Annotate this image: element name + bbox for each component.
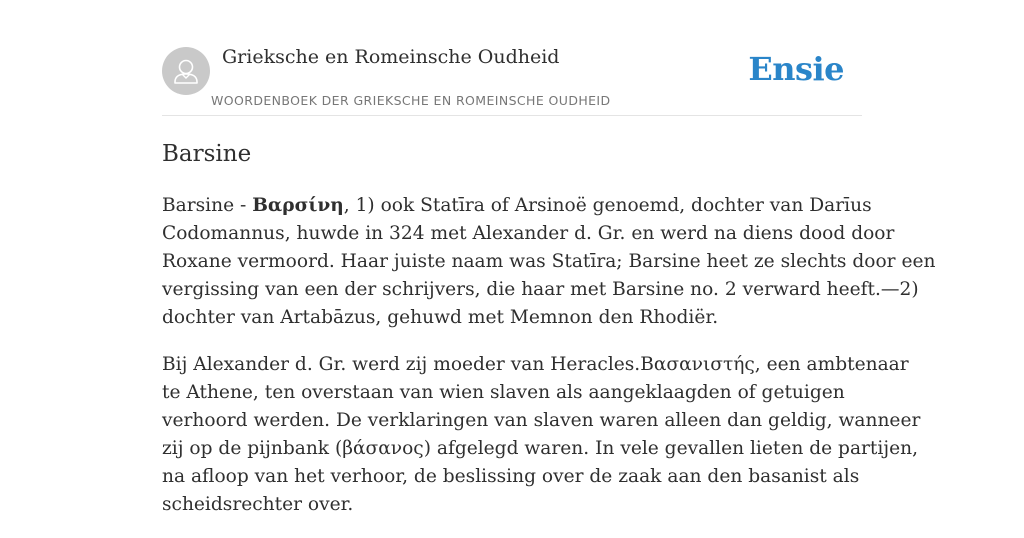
text-line: zij op de pijnbank (βάσανος) afgelegd waren. In vele gevallen lieten de partijen,	[162, 438, 918, 459]
text-line: Bij Alexander d. Gr. werd zij moeder van Heracles.Βασανιστής, een ambtenaar	[162, 354, 909, 375]
greek-term: Βαρσίνη	[252, 195, 344, 216]
header	[162, 46, 862, 116]
entry-title: Barsine	[162, 141, 252, 167]
header-divider	[162, 115, 862, 116]
text-line: te Athene, ten overstaan van wien slaven als aangeklaagden of getuigen	[162, 382, 845, 403]
text-line: Codomannus, huwde in 324 met Alexander d. Gr. en werd na diens dood door	[162, 223, 895, 244]
text-line: dochter van Artabāzus, gehuwd met Memnon den Rhodiër.	[162, 307, 719, 328]
text-line: , 1) ook Statīra of Arsinoë genoemd, dochter van Darīus	[343, 195, 872, 216]
text-line: na afloop van het verhoor, de beslissing over de zaak aan den basanist als	[162, 466, 860, 487]
source-subtitle: WOORDENBOEK DER GRIEKSCHE EN ROMEINSCHE OUDHEID	[211, 93, 611, 108]
ensie-logo[interactable]: Ensie	[748, 50, 844, 88]
entry-content	[162, 192, 936, 538]
text-line: verhoord werden. De verklaringen van slaven waren alleen dan geldig, wanneer	[162, 410, 921, 431]
user-avatar-icon[interactable]	[162, 47, 210, 95]
source-title[interactable]: Grieksche en Romeinsche Oudheid	[222, 46, 560, 68]
text-line: scheidsrechter over.	[162, 494, 354, 515]
definition-paragraph-2	[162, 351, 921, 519]
text-line: Roxane vermoord. Haar juiste naam was Statīra; Barsine heet ze slechts door een	[162, 251, 936, 272]
text-line: Barsine -	[162, 195, 253, 216]
definition-paragraph-1	[162, 192, 936, 332]
text-line: vergissing van een der schrijvers, die haar met Barsine no. 2 verward heeft.—2)	[162, 279, 919, 300]
